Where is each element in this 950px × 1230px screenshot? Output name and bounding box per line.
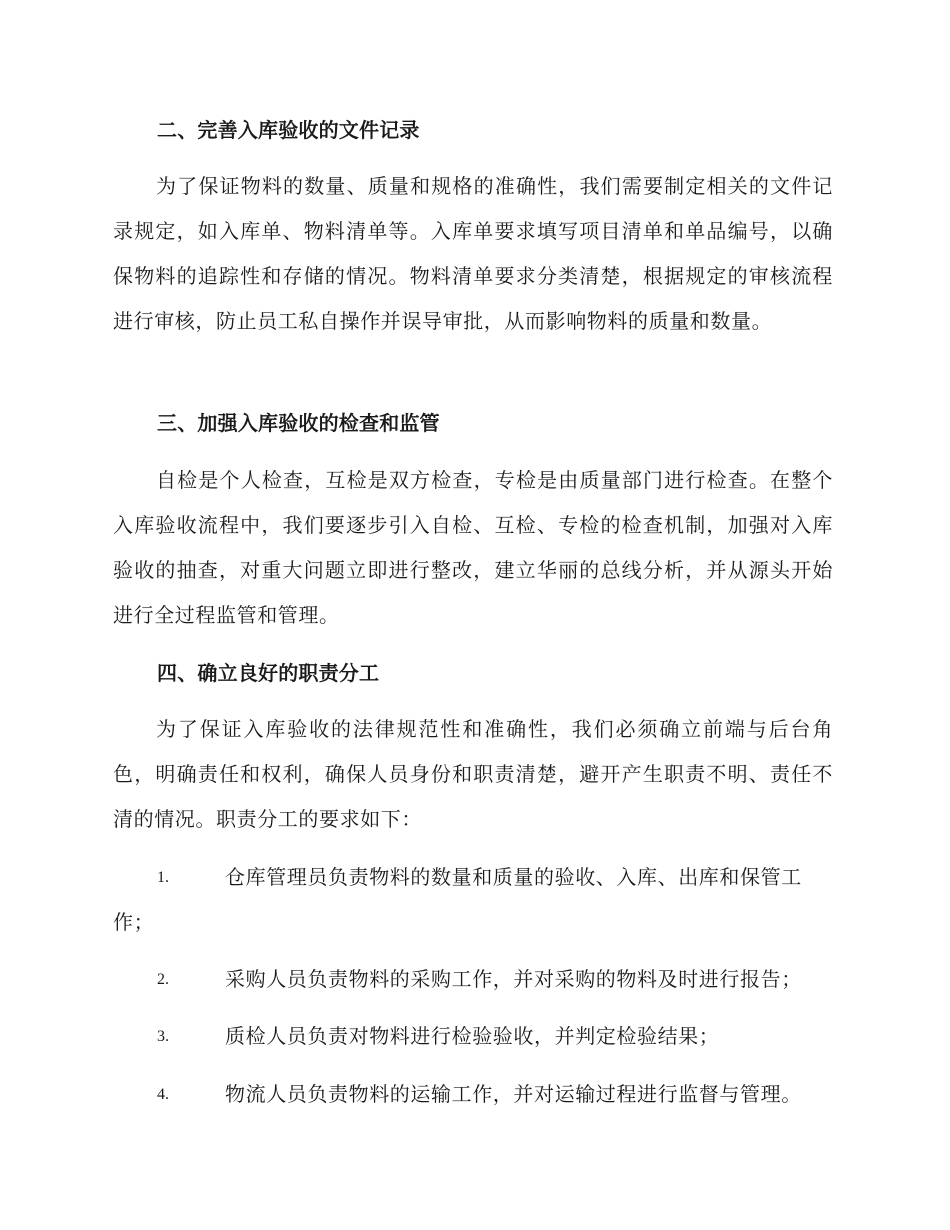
list-item xyxy=(113,957,833,1002)
section-paragraph-2: 为了保证物料的数量、质量和规格的准确性，我们需要制定相关的文件记录规定，如入库单、物料清单等。入库单要求填写项目清单和单品编号，以确保物料的追踪性和存储的情况。物料清单要求分类清楚，根据规定的审核流程进行审核，防止员工私自操作并误导审批，从而影响物料的质量和数量。 xyxy=(113,174,833,333)
section-heading-3: 三、加强入库验收的检查和监管 xyxy=(157,411,440,435)
list-item-number: 2. xyxy=(157,971,169,988)
section-paragraph-4: 为了保证入库验收的法律规范性和准确性，我们必须确立前端与后台角色，明确责任和权利，确保人员身份和职责清楚，避开产生职责不明、责任不清的情况。职责分工的要求如下： xyxy=(113,717,833,831)
list-item xyxy=(113,1014,833,1059)
list-item-text: 物流人员负责物料的运输工作，并对运输过程进行监督与管理。 xyxy=(225,1082,802,1106)
list-item-number: 3. xyxy=(157,1028,169,1045)
list-item-text: 仓库管理员负责物料的数量和质量的验收、入库、出库和保管工作； xyxy=(113,865,802,934)
list-item xyxy=(113,855,833,945)
section-paragraph-3: 自检是个人检查，互检是双方检查，专检是由质量部门进行检查。在整个入库验收流程中，我们要逐步引入自检、互检、专检的检查机制，加强对入库验收的抽查，对重大问题立即进行整改，建立华丽的总线分析，并从源头开始进行全过程监管和管理。 xyxy=(113,468,833,627)
list-item xyxy=(113,1072,833,1117)
list-item-number: 1. xyxy=(157,869,169,886)
section-heading-2: 二、完善入库验收的文件记录 xyxy=(157,118,420,142)
list-item-text: 质检人员负责对物料进行检验验收，并判定检验结果； xyxy=(225,1024,720,1048)
list-item-text: 采购人员负责物料的采购工作，并对采购的物料及时进行报告； xyxy=(225,967,802,991)
section-heading-4: 四、确立良好的职责分工 xyxy=(157,661,380,685)
list-item-number: 4. xyxy=(157,1086,169,1103)
